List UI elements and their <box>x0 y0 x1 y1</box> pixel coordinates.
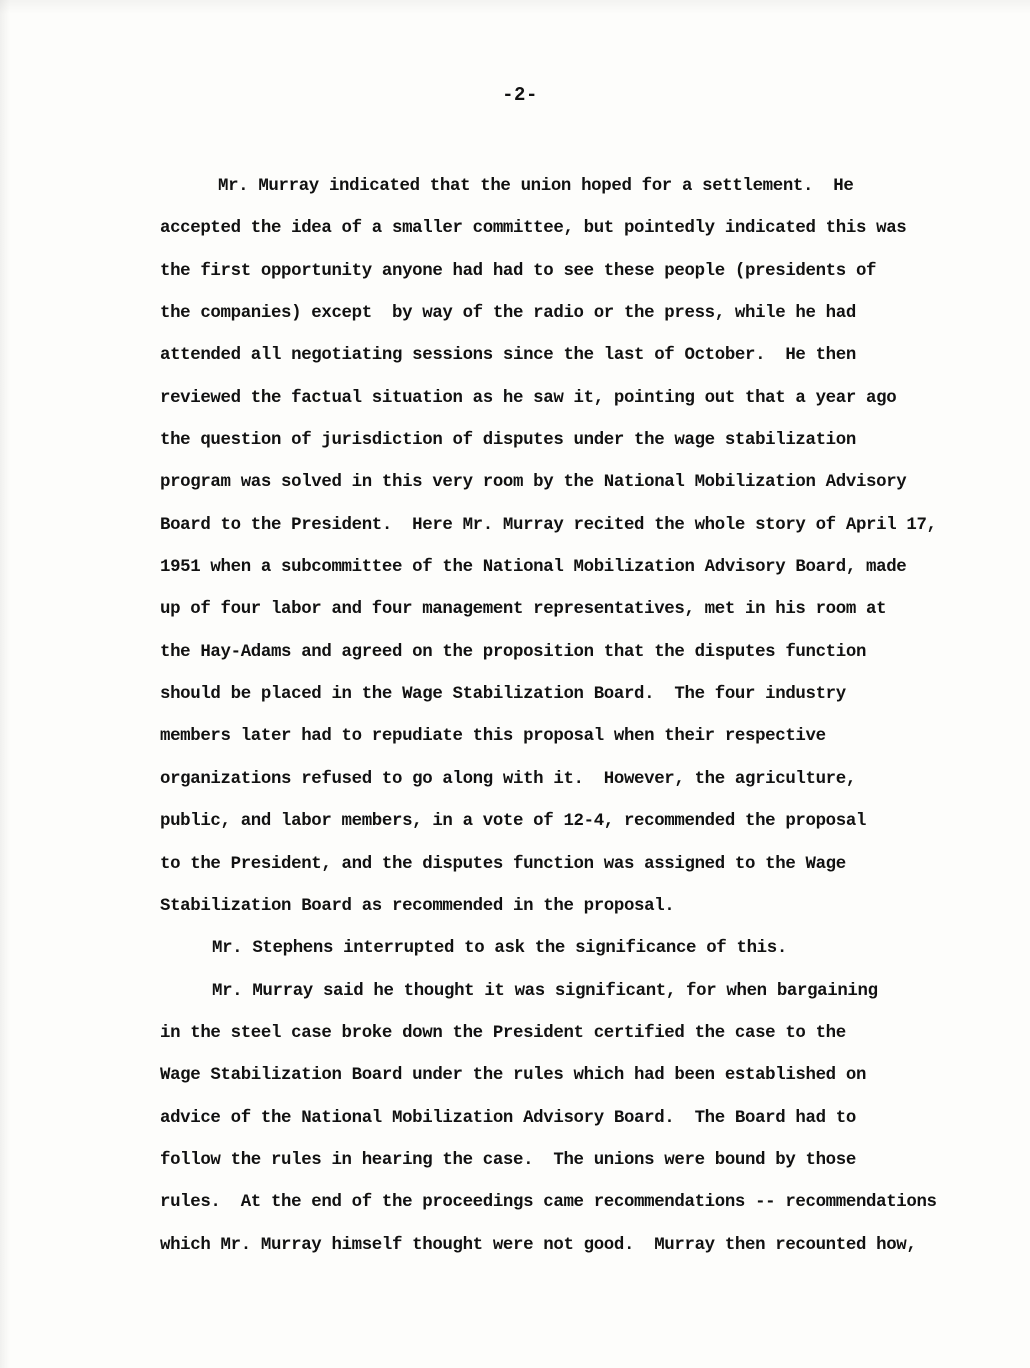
text-line: up of four labor and four management representatives, met in his room at <box>160 600 887 620</box>
text-line: Wage Stabilization Board under the rules which had been established on <box>160 1066 867 1086</box>
text-line: Board to the President. Here Mr. Murray recited the whole story of April 17, <box>160 515 937 535</box>
text-line: rules. At the end of the proceedings came recommendations -- recommendations <box>160 1193 937 1213</box>
text-line: members later had to repudiate this proposal when their respective <box>160 727 826 747</box>
text-line: follow the rules in hearing the case. The unions were bound by those <box>160 1150 856 1170</box>
text-line: Mr. Murray said he thought it was significant, for when bargaining <box>212 981 878 1001</box>
body-text <box>160 172 990 1273</box>
text-line: public, and labor members, in a vote of 12-4, recommended the proposal <box>160 812 867 832</box>
text-line: to the President, and the disputes function was assigned to the Wage <box>160 854 846 874</box>
text-line: program was solved in this very room by the National Mobilization Advisory <box>160 473 907 493</box>
page-number: -2- <box>502 84 538 106</box>
text-line: organizations refused to go along with it. However, the agriculture, <box>160 769 856 789</box>
text-line: Stabilization Board as recommended in the proposal. <box>160 896 675 916</box>
text-line: accepted the idea of a smaller committee, but pointedly indicated this was <box>160 219 907 239</box>
text-line: which Mr. Murray himself thought were not good. Murray then recounted how, <box>160 1235 917 1255</box>
text-line: the companies) except by way of the radio or the press, while he had <box>160 304 856 324</box>
text-line: Mr. Murray indicated that the union hoped for a settlement. He <box>218 177 854 196</box>
text-line: the question of jurisdiction of disputes under the wage stabilization <box>160 431 856 451</box>
text-line: advice of the National Mobilization Advisory Board. The Board had to <box>160 1108 856 1128</box>
text-line: the Hay-Adams and agreed on the proposition that the disputes function <box>160 642 867 662</box>
text-line: reviewed the factual situation as he saw it, pointing out that a year ago <box>160 388 897 408</box>
text-line: attended all negotiating sessions since the last of October. He then <box>160 346 856 366</box>
text-line: should be placed in the Wage Stabilization Board. The four industry <box>160 685 846 705</box>
text-line: the first opportunity anyone had had to see these people (presidents of <box>160 261 877 281</box>
text-line: in the steel case broke down the President certified the case to the <box>160 1023 846 1043</box>
text-line: 1951 when a subcommittee of the National Mobilization Advisory Board, made <box>160 558 907 578</box>
text-line: Mr. Stephens interrupted to ask the significance of this. <box>212 939 787 959</box>
